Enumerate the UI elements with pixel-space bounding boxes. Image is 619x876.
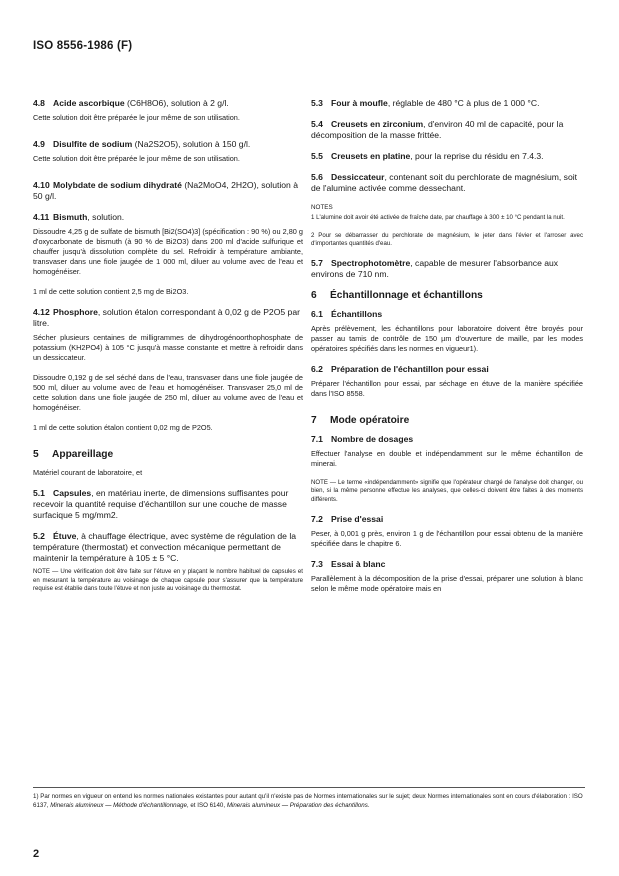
section-7-3-text: Parallèlement à la décomposition de la prise d'essai, préparer une solution à blanc selon le même mode opératoire mais en xyxy=(311,573,583,593)
section-5-5-heading: 5.5 Creusets en platine, pour la reprise du résidu en 7.4.3. xyxy=(311,151,544,161)
right-column xyxy=(311,98,583,604)
footnote-divider xyxy=(33,787,585,788)
notes-title: NOTES xyxy=(311,204,333,211)
note-2: 2 Pour se débarrasser du perchlorate de magnésium, le jeter dans l'évier et l'arroser avec d'importantes quantités d'eau. xyxy=(311,231,583,248)
section-4-12-text-1: Sécher plusieurs centaines de milligrammes de dihydrogénoorthophosphate de potassium (KH2PO4) à 105 °C jusqu'à masse constante et mettre à refroidir dans un dessiccateur. xyxy=(33,333,303,362)
section-5-heading: 5 Appareillage xyxy=(33,449,114,460)
section-5-text: Matériel courant de laboratoire, et xyxy=(33,468,143,477)
section-5-3-heading: 5.3 Four à moufle, réglable de 480 °C à plus de 1 000 °C. xyxy=(311,98,540,108)
section-7-2-heading: 7.2 Prise d'essai xyxy=(311,513,384,524)
section-4-9-heading: 4.9 Disulfite de sodium (Na2S2O5), solution à 150 g/l. xyxy=(33,139,251,149)
section-7-2-text: Peser, à 0,001 g près, environ 1 g de l'échantillon pour essai obtenu de la manière spécifiée dans le chapitre 6. xyxy=(311,528,583,548)
section-4-11-text-1: Dissoudre 4,25 g de sulfate de bismuth [Bi2(SO4)3] (spécification : 90 %) ou 2,80 g d'oxycarbonate de bismuth (à 90 % de Bi2O3) dans 200 ml d'acide sulfurique et chauffer jusqu'à dissolution complète du sel. Refroidir à température ambiante, transvaser dans une fiole jaugée de 1 000 ml, diluer au volume avec de l'eau et homogénéiser. xyxy=(33,227,303,276)
left-column xyxy=(33,98,303,603)
section-4-12-text-3: 1 ml de cette solution étalon contient 0,02 mg de P2O5. xyxy=(33,423,213,432)
note-1: 1 L'alumine doit avoir été activée de fraîche date, par chauffage à 300 ± 10 °C pendant la nuit. xyxy=(311,214,565,221)
section-7-1-heading: 7.1 Nombre de dosages xyxy=(311,433,414,444)
section-5-6-heading: 5.6 Dessiccateur, contenant soit du perchlorate de magnésium, soit de l'alumine activée comme dessechant. xyxy=(311,172,578,193)
section-4-12-heading: 4.12 Phosphore, solution étalon correspondant à 0,02 g de P2O5 par litre. xyxy=(33,307,300,328)
section-4-10-heading: 4.10 Molybdate de sodium dihydraté (Na2MoO4, 2H2O), solution à 50 g/l. xyxy=(33,180,299,201)
section-4-11-text-2: 1 ml de cette solution contient 2,5 mg de Bi2O3. xyxy=(33,287,189,296)
section-7-3-heading: 7.3 Essai à blanc xyxy=(311,558,386,569)
section-5-2-note: NOTE — Une vérification doit être faite sur l'étuve en y plaçant le nombre habituel de capsules et en mesurant la température au voisinage de chaque capsule pour s'assurer que la température requise est établie dans toute l'étuve et non juste au voisinage du thermostat. xyxy=(33,568,303,593)
section-6-1-heading: 6.1 Échantillons xyxy=(311,308,383,319)
section-4-8-heading: 4.8 Acide ascorbique (C6H8O6), solution à 2 g/l. xyxy=(33,98,229,108)
page-number: 2 xyxy=(33,848,40,860)
section-6-2-heading: 6.2 Préparation de l'échantillon pour essai xyxy=(311,363,489,374)
document-header: ISO 8556-1986 (F) xyxy=(33,40,133,52)
section-4-8-text: Cette solution doit être préparée le jour même de son utilisation. xyxy=(33,113,240,122)
section-7-heading: 7 Mode opératoire xyxy=(311,414,410,426)
footnote: 1) Par normes en vigueur on entend les normes nationales existantes pour autant qu'il n'existe pas de Normes internationales sur le sujet; deux Normes internationales sont en cours d'élaboration : ISO 6137, Minerais alumineux — Méthode d'échantillonnage, et ISO 6140, Minerais alumineux — Préparation des échantillons. xyxy=(33,793,583,809)
section-4-12-text-2: Dissoudre 0,192 g de sel séché dans de l'eau, transvaser dans une fiole jaugée de 500 ml, diluer au volume avec de l'eau et homogénéiser. Transvaser 25,0 ml de cette solution dans une fiole jaugée de 250 ml, diluer au volume avec de l'eau et homogénéiser. xyxy=(33,373,303,412)
section-4-9-text: Cette solution doit être préparée le jour même de son utilisation. xyxy=(33,154,240,163)
section-5-7-heading: 5.7 Spectrophotomètre, capable de mesurer l'absorbance aux environs de 710 nm. xyxy=(311,257,559,279)
section-5-1-heading: 5.1 Capsules, en matériau inerte, de dimensions suffisantes pour recevoir la quantité requise d'échantillon sur une couche de masse surfacique 5 mg/mm2. xyxy=(33,488,289,520)
section-5-4-heading: 5.4 Creusets en zirconium, d'environ 40 ml de capacité, pour la décomposition de la masse frittée. xyxy=(311,119,564,140)
section-5-2-heading: 5.2 Étuve, à chauffage électrique, avec système de régulation de la température (thermostat) et convection mécanique permettant de maintenir la température à 105 ± 5 °C. xyxy=(33,531,297,563)
section-7-1-note: NOTE — Le terme «indépendamment» signifie que l'opérateur chargé de l'analyse doit changer, ou bien, si la même personne effectue les analyses, que celles-ci doivent être faites à des moments différents. xyxy=(311,478,583,503)
section-7-1-text: Effectuer l'analyse en double et indépendamment sur le même échantillon de minerai. xyxy=(311,448,583,468)
section-6-1-text: Après prélèvement, les échantillons pour laboratoire doivent être broyés pour passer au tamis de contrôle de 150 µm d'ouverture de maille, par les modes opératoires spécifiés dans les normes en vigueur1). xyxy=(311,323,583,353)
section-6-2-text: Préparer l'échantillon pour essai, par séchage en étuve de la manière spécifiée dans l'ISO 8558. xyxy=(311,378,583,398)
section-4-11-heading: 4.11 Bismuth, solution. xyxy=(33,212,125,222)
section-6-heading: 6 Échantillonnage et échantillons xyxy=(311,289,483,301)
